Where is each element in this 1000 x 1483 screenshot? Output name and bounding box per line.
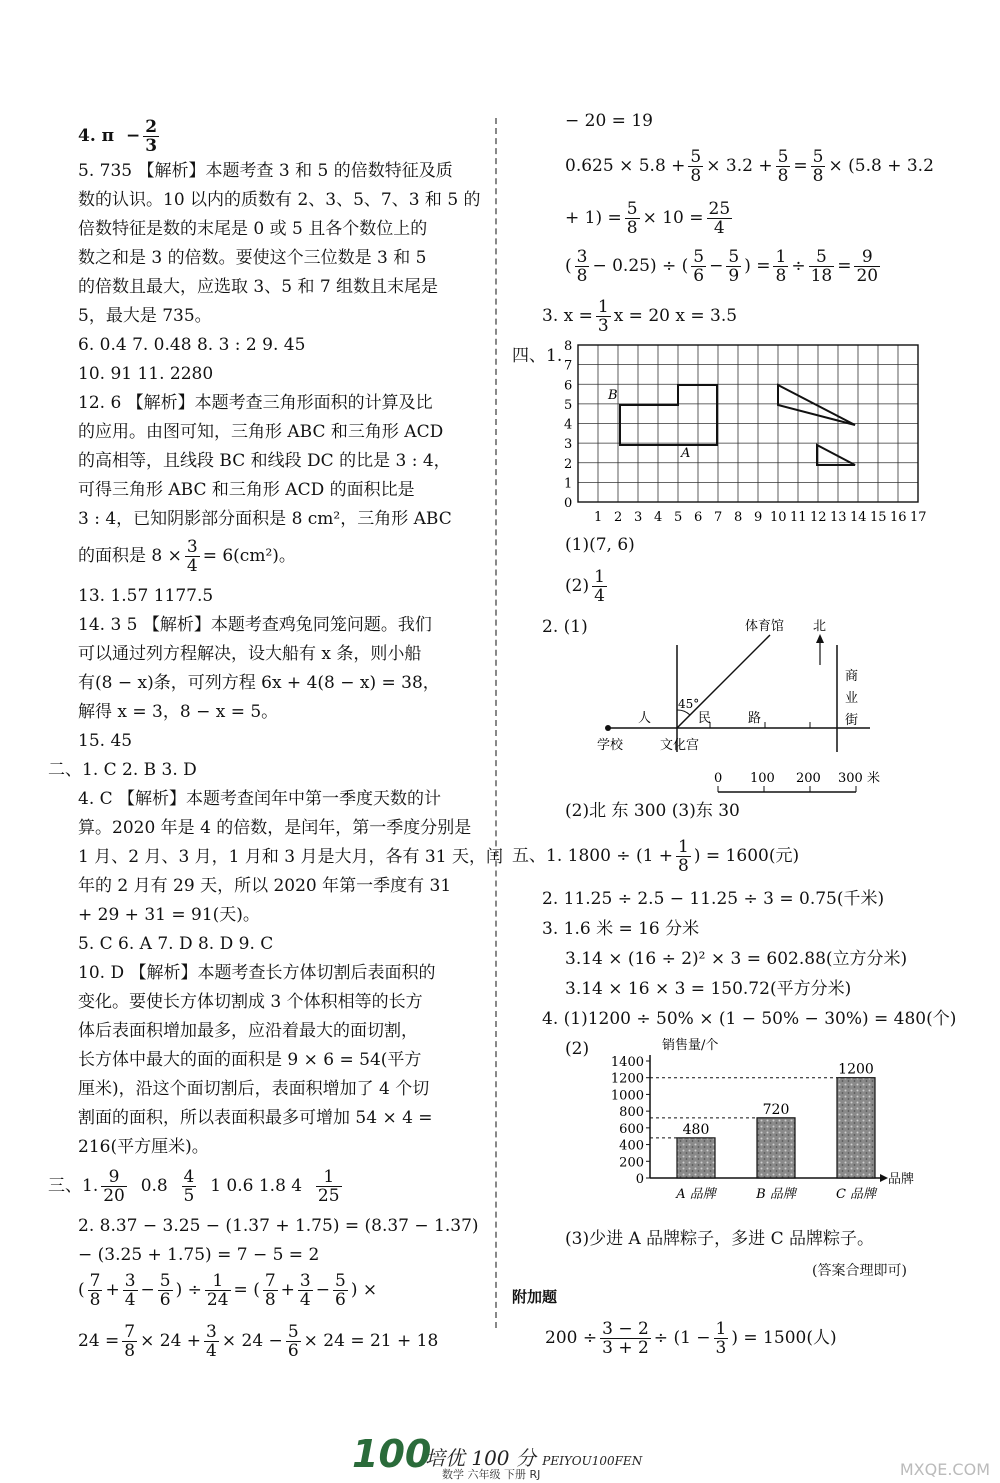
scale-300: 300 米 [838, 771, 880, 786]
q5-line-1: 5. 735 【解析】本题考查 3 和 5 的倍数特征及质 [78, 161, 453, 181]
x-label: 6 [694, 510, 703, 525]
q10-line: 10. 91 11. 2280 [78, 364, 214, 384]
street-label-3: 街 [845, 713, 859, 728]
category-label: C 品牌 [835, 1187, 877, 1202]
extra-answer: 200 ÷ $\frac{3 - 2}{3 + 2}$ ÷ (1 − $\frac{1}{3}$ ) = 1500(人) [545, 1319, 837, 1358]
gym-label: 体育馆 [745, 619, 785, 634]
r-line-3: + 1) = $\frac{5}{8}$ × 10 = $\frac{25}{4}$ [565, 199, 731, 238]
y-ticks [611, 1055, 650, 1187]
y-tick-label: 1000 [610, 1088, 644, 1104]
q14-line-2: 可以通过列方程解决，设大船有 x 条，则小船 [78, 644, 422, 664]
s2-q10-line-2: 变化。要使长方体切割成 3 个体积相等的长方 [78, 992, 423, 1012]
s3-q2-line-2: − (3.25 + 1.75) = 7 − 5 = 2 [78, 1245, 320, 1265]
s4-label: 四、1. [512, 346, 563, 366]
s2-line-1: 二、1. C 2. B 3. D [48, 760, 197, 780]
x-label: 4 [654, 510, 663, 525]
road-label-1: 人 [638, 711, 652, 726]
s2-q4-line-2: 算。2020 年是 4 的倍数，是闰年，第一季度分别是 [78, 818, 472, 838]
bar [837, 1078, 875, 1178]
brand-name: 培优 100 分 PEIYOU100FEN [425, 1446, 643, 1470]
s5-q4-line-1: 4. (1)1200 ÷ 50% × (1 − 50% − 30%) = 480(个) [542, 1009, 957, 1029]
scale-0: 0 [714, 771, 723, 786]
q12-line-1: 12. 6 【解析】本题考查三角形面积的计算及比 [78, 393, 433, 413]
street-label-1: 商 [845, 669, 859, 684]
s2-q4-line-1: 4. C 【解析】本题考查闰年中第一季度天数的计 [78, 789, 442, 809]
x-label: 15 [870, 510, 887, 525]
s2-q4-line-3: 1 月、2 月、3 月，1 月和 3 月是大月，各有 31 天，闰 [78, 847, 503, 867]
category-label: B 品牌 [756, 1187, 796, 1202]
x-axis-arrow [880, 1174, 888, 1182]
s5-q3-line-3: 3.14 × 16 × 3 = 150.72(平方分米) [565, 979, 852, 999]
s5-q1: 五、1. 1800 ÷ (1 + $\frac{1}{8}$ ) = 1600(元) [512, 837, 800, 876]
q12-line-2: 的应用。由图可知，三角形 ABC 和三角形 ACD [78, 422, 444, 442]
school-point [605, 725, 611, 731]
y-tick-label: 200 [619, 1155, 644, 1171]
scale-100: 100 [750, 771, 775, 786]
s5-q3-line-1: 3. 1.6 米 = 16 分米 [542, 919, 700, 939]
q14-line-3: 有(8 − x)条，可列方程 6x + 4(8 − x) = 38， [78, 673, 440, 693]
palace-label: 文化宫 [660, 738, 700, 753]
x-label: 3 [634, 510, 643, 525]
bar [677, 1138, 715, 1178]
page-number: 100 [352, 1432, 432, 1476]
s4-q2-answer: (2)北 东 300 (3)东 30 [565, 801, 740, 821]
q12-line-4: 可得三角形 ABC 和三角形 ACD 的面积比是 [78, 480, 415, 500]
q14-line-1: 14. 3 5 【解析】本题考查鸡兔同笼问题。我们 [78, 615, 432, 635]
y-tick-label: 1200 [610, 1071, 644, 1087]
r-line-4: ( $\frac{3}{8}$ − 0.25) ÷ ( $\frac{5}{6}$ − $\frac{5}{9}$ ) = $\frac{1}{8}$ ÷ $\frac{5}{18}$ = $\frac{9}{20}$ [565, 247, 879, 286]
s5-q2: 2. 11.25 ÷ 2.5 − 11.25 ÷ 3 = 0.75(千米) [542, 889, 885, 909]
x-label: 1 [594, 510, 603, 525]
q12-line-6: 的面积是 8 × $\frac{3}{4}$ = 6(cm²)。 [78, 537, 296, 576]
sales-bar-chart [580, 1035, 940, 1210]
point-a-label: A [681, 446, 691, 461]
footer-subtitle: 数学 六年级 下册 RJ [442, 1468, 541, 1481]
bars [650, 1062, 878, 1202]
x-axis-labels [594, 510, 927, 525]
q5-line-4: 数之和是 3 的倍数。要使这个三位数是 3 和 5 [78, 248, 427, 268]
x-label: 7 [714, 510, 723, 525]
s2-q10-line-4: 长方体中最大的面的面积是 9 × 6 = 54(平方 [78, 1050, 422, 1070]
grid-lines [578, 345, 918, 502]
y-label: 5 [564, 397, 573, 413]
s3-q2-line-3: ( $\frac{7}{8}$ + $\frac{3}{4}$ − $\frac{5}{6}$ ) ÷ $\frac{1}{24}$ = ( $\frac{7}{8}$ + $\frac{3}{4}$ − $\frac{5}{6}$ ) × [78, 1271, 378, 1310]
triangle-large [778, 385, 855, 425]
x-label: 2 [614, 510, 623, 525]
s5-q4-label: (2) [565, 1039, 590, 1059]
q12-line-3: 的高相等，且线段 BC 和线段 DC 的比是 3 : 4， [78, 451, 451, 471]
y-label: 8 [564, 340, 573, 354]
x-label: 12 [810, 510, 827, 525]
y-label: 4 [564, 417, 573, 433]
y-tick-label: 0 [635, 1172, 644, 1187]
q5-line-3: 倍数特征是数的末尾是 0 或 5 且各个数位上的 [78, 219, 428, 239]
s2-q4-line-5: + 29 + 31 = 91(天)。 [78, 905, 260, 925]
road-label-2: 民 [698, 711, 712, 726]
category-label: A 品牌 [676, 1187, 716, 1202]
q4-line: 4. π − $\frac{2}{3}$ [78, 117, 158, 156]
school-label: 学校 [597, 738, 624, 753]
s2-q10-line-7: 216(平方厘米)。 [78, 1137, 209, 1157]
r-line-1: − 20 = 19 [565, 111, 653, 131]
q13-line: 13. 1.57 1177.5 [78, 586, 214, 606]
column-divider [495, 118, 497, 1328]
s2-q10-line-5: 厘米)，沿这个面切割后，表面积增加了 4 个切 [78, 1079, 430, 1099]
y-axis-title: 销售量/个 [662, 1038, 719, 1053]
s5-q4-line-3: (3)少进 A 品牌粽子，多进 C 品牌粽子。 [565, 1229, 874, 1249]
x-label: 13 [830, 510, 847, 525]
x-label: 14 [850, 510, 867, 525]
y-tick-label: 600 [619, 1121, 644, 1137]
s4-q2-label: 2. (1) [542, 617, 588, 637]
s3-q1-line: 三、1. $\frac{9}{20}$ 0.8 $\frac{4}{5}$ 1 0.6 1.8 4 $\frac{1}{25}$ [48, 1167, 340, 1206]
extra-title: 附加题 [512, 1288, 558, 1306]
s4-answer-1: (1)(7, 6) [565, 535, 635, 555]
s3-q2-line-4: 24 = $\frac{7}{8}$ × 24 + $\frac{3}{4}$ × 24 − $\frac{5}{6}$ × 24 = 21 + 18 [78, 1322, 439, 1361]
x-label: 8 [734, 510, 743, 525]
x-label: 17 [910, 510, 927, 525]
watermark-text: MXQE.COM [899, 1460, 990, 1479]
road-label-3: 路 [748, 711, 762, 726]
r-line-2: 0.625 × 5.8 + $\frac{5}{8}$ × 3.2 + $\frac{5}{8}$ = $\frac{5}{8}$ × (5.8 + 3.2 [565, 147, 934, 186]
bar [757, 1118, 795, 1178]
y-axis-labels [564, 340, 572, 511]
street-label-2: 业 [845, 691, 859, 706]
q5-line-5: 的倍数且最大，应选取 3、5 和 7 组数且末尾是 [78, 277, 439, 297]
x-label: 9 [754, 510, 763, 525]
y-label: 1 [564, 476, 573, 492]
point-b-label: B [608, 388, 618, 403]
y-label: 2 [564, 456, 573, 472]
q15-line: 15. 45 [78, 731, 133, 751]
q5-line-2: 数的认识。10 以内的质数有 2、3、5、7、3 和 5 的 [78, 190, 481, 210]
s3-q2-line-1: 2. 8.37 − 3.25 − (1.37 + 1.75) = (8.37 − 1.37) [78, 1216, 479, 1236]
y-tick-label: 800 [619, 1105, 644, 1121]
s2-q10-line-1: 10. D 【解析】本题考查长方体切割后表面积的 [78, 963, 436, 983]
y-label: 7 [564, 358, 573, 374]
y-label: 6 [564, 378, 573, 394]
q14-line-4: 解得 x = 3，8 − x = 5。 [78, 702, 279, 722]
y-tick-label: 1400 [610, 1055, 644, 1070]
s5-q3-line-2: 3.14 × (16 ÷ 2)² × 3 = 602.88(立方分米) [565, 949, 908, 969]
s4-answer-2: (2) $\frac{1}{4}$ [565, 567, 605, 606]
x-label: 16 [890, 510, 907, 525]
x-label: 10 [770, 510, 787, 525]
angle-label: 45° [678, 697, 700, 711]
bar-value-label: 480 [682, 1121, 710, 1138]
s2-q5-line: 5. C 6. A 7. D 8. D 9. C [78, 934, 274, 954]
north-label: 北 [813, 619, 827, 634]
s2-q4-line-4: 年的 2 月有 29 天，所以 2020 年第一季度有 31 [78, 876, 452, 896]
s2-q10-line-3: 体后表面积增加最多，应沿着最大的面切割， [78, 1021, 418, 1041]
scale-200: 200 [796, 771, 821, 786]
shape-polygon [620, 385, 717, 445]
bar-value-label: 1200 [838, 1061, 874, 1078]
route-map [580, 610, 900, 810]
q12-line-5: 3 : 4，已知阴影部分面积是 8 cm²，三角形 ABC [78, 509, 452, 529]
y-tick-label: 400 [619, 1138, 644, 1154]
q6-line: 6. 0.4 7. 0.48 8. 3 : 2 9. 45 [78, 335, 306, 355]
s5-q4-note: (答案合理即可) [812, 1263, 907, 1279]
coordinate-grid [560, 340, 960, 525]
y-label: 3 [564, 437, 573, 453]
x-label: 11 [790, 510, 807, 525]
r-line-5: 3. x = $\frac{1}{3}$ x = 20 x = 3.5 [542, 297, 738, 336]
q5-line-6: 5，最大是 735。 [78, 306, 212, 326]
x-label: 5 [674, 510, 683, 525]
s2-q10-line-6: 割面的面积，所以表面积最多可增加 54 × 4 = [78, 1108, 433, 1128]
y-label: 0 [564, 496, 573, 511]
x-axis-title: 品牌 [888, 1172, 915, 1187]
north-arrow-head [816, 634, 824, 643]
triangle-small [817, 445, 855, 465]
bar-value-label: 720 [762, 1101, 790, 1118]
